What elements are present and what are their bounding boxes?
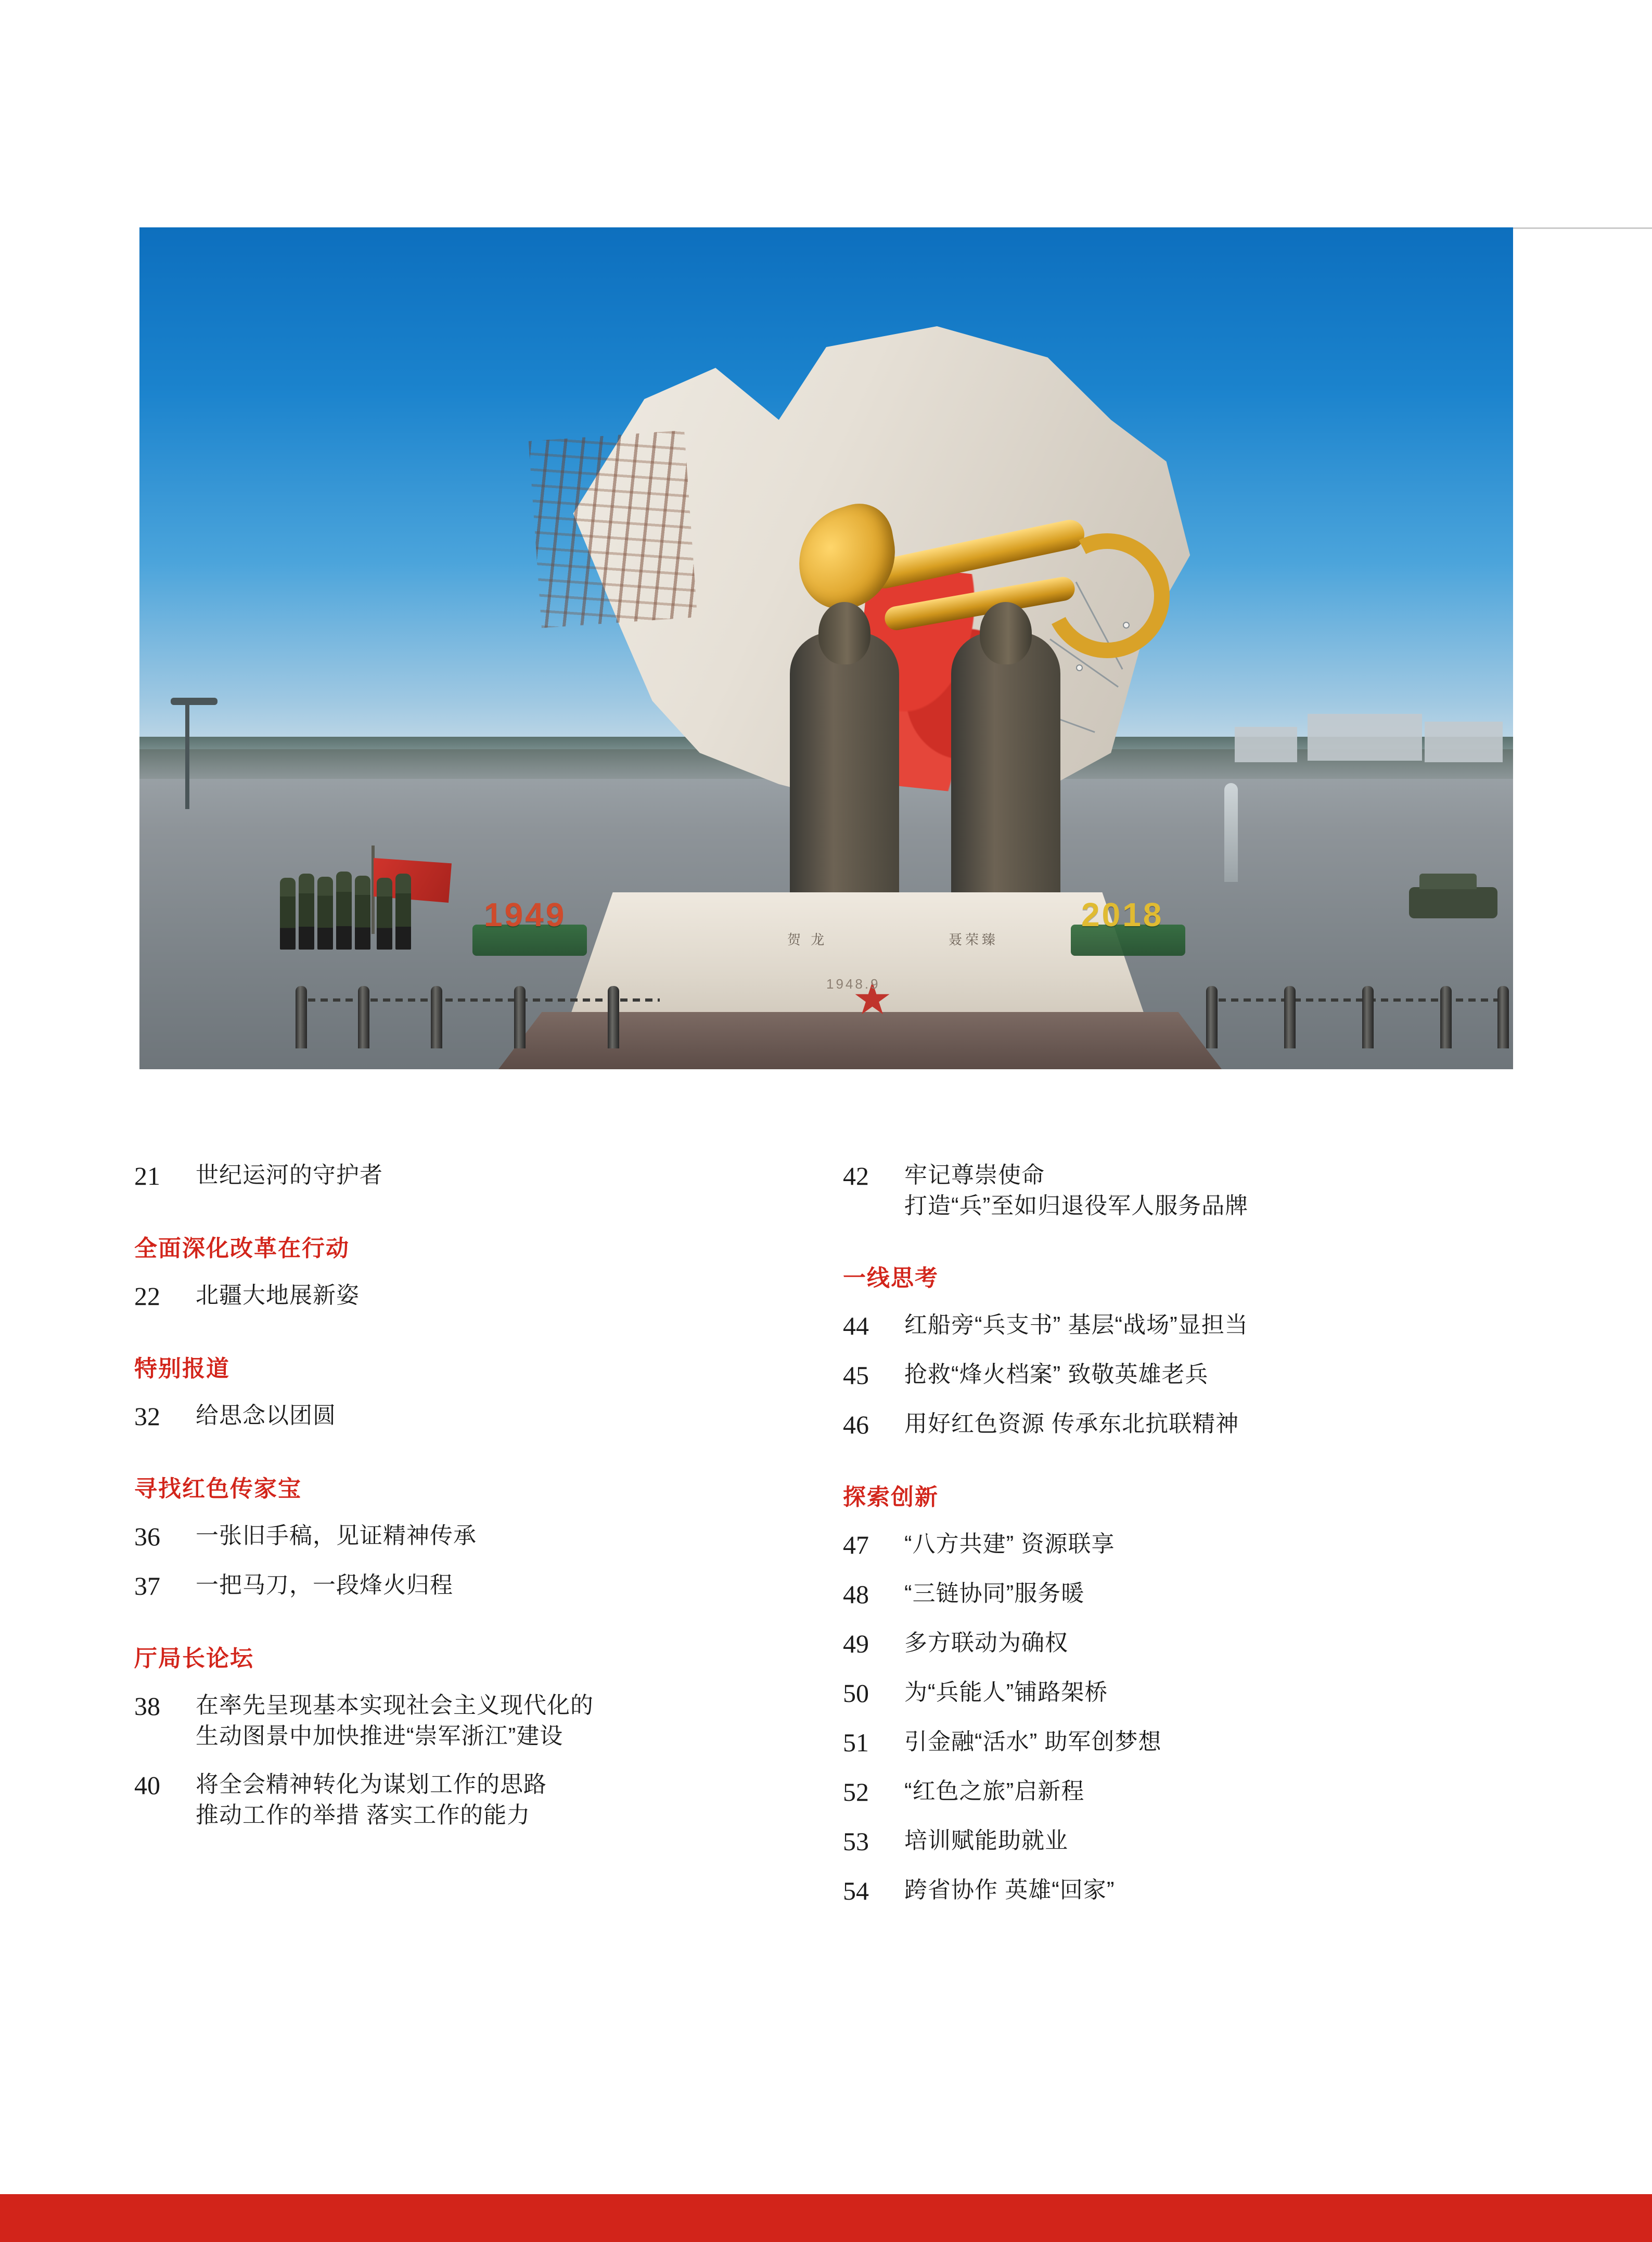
page-number: 52 — [843, 1777, 869, 1807]
fence-post — [1284, 986, 1296, 1048]
entry-title — [904, 1628, 1068, 1659]
page-number: 49 — [843, 1629, 869, 1658]
parked-vehicle — [1409, 887, 1497, 918]
header-rule — [1499, 227, 1652, 229]
section-heading: 全面深化改革在行动 — [134, 1236, 350, 1261]
entry-title-line2: 生动图景中加快推进“崇军浙江”建设 — [196, 1723, 564, 1749]
calligraphy-inscription — [529, 430, 697, 628]
page-number: 38 — [134, 1692, 160, 1721]
entry-title — [196, 1770, 547, 1831]
entry-title-line1: 抢救“烽火档案” 致敬英雄老兵 — [904, 1361, 1209, 1387]
bronze-statue — [790, 632, 899, 913]
bronze-statue — [951, 632, 1060, 913]
statue-name-left: 贺 龙 — [787, 932, 828, 947]
entry-title-line1: 世纪运河的守护者 — [196, 1162, 383, 1188]
entry-title-line1: 给思念以团圆 — [196, 1403, 336, 1428]
entry-title — [196, 1160, 383, 1191]
entry-title — [904, 1529, 1115, 1560]
entry-title-line1: 将全会精神转化为谋划工作的思路 — [196, 1771, 547, 1797]
contents-entry[interactable] — [843, 1529, 1457, 1561]
entry-title — [196, 1570, 453, 1601]
contents-entry[interactable] — [843, 1776, 1457, 1808]
entry-title-line1: “红色之旅”启新程 — [904, 1778, 1085, 1804]
entry-title — [196, 1690, 594, 1752]
section-heading: 探索创新 — [843, 1484, 939, 1510]
entry-title-line1: 红船旁“兵支书” 基层“战场”显担当 — [904, 1312, 1248, 1338]
entry-title-line2: 打造“兵”至如归退役军人服务品牌 — [904, 1193, 1249, 1219]
statue-head — [818, 602, 870, 664]
chain-fence — [296, 998, 660, 1002]
entry-title-line1: 牢记尊崇使命 — [904, 1162, 1045, 1188]
entry-title-line1: 跨省协作 英雄“回家” — [904, 1877, 1115, 1903]
fence-post — [514, 986, 526, 1048]
entry-title-line1: “八方共建” 资源联享 — [904, 1531, 1115, 1557]
contents-entry[interactable] — [134, 1770, 748, 1831]
fence-post — [296, 986, 307, 1048]
page-number: 36 — [134, 1522, 160, 1551]
entry-title — [904, 1310, 1248, 1341]
page-number: 40 — [134, 1770, 160, 1800]
fence-post — [1362, 986, 1374, 1048]
entry-title-line1: 一把马刀，一段烽火归程 — [196, 1572, 453, 1598]
page-number: 21 — [134, 1161, 160, 1190]
page-number: 46 — [843, 1410, 869, 1439]
section-heading: 特别报道 — [134, 1356, 230, 1381]
entry-title — [904, 1826, 1068, 1856]
section-heading: 厅局长论坛 — [134, 1646, 254, 1671]
soldier-group — [280, 861, 426, 950]
contents-entry[interactable] — [134, 1280, 748, 1312]
statue-head — [980, 602, 1032, 664]
fence-post — [1440, 986, 1452, 1048]
entry-title-line1: 引金融“活水” 助军创梦想 — [904, 1728, 1162, 1754]
contents-entry[interactable] — [843, 1360, 1457, 1391]
contents-entry[interactable] — [843, 1826, 1457, 1857]
page-number: 50 — [843, 1678, 869, 1708]
page-number: 42 — [843, 1161, 869, 1190]
year-display-left: 1949 — [484, 896, 567, 933]
contents-column-right — [843, 1160, 1457, 1925]
entry-title — [904, 1360, 1209, 1390]
contents-entry[interactable] — [843, 1310, 1457, 1342]
page-number: 37 — [134, 1571, 160, 1600]
footer-bar — [0, 2194, 1652, 2242]
page-number: 32 — [134, 1402, 160, 1431]
entry-title — [904, 1160, 1248, 1222]
chain-fence — [1206, 998, 1497, 1002]
monument-date: 1948.9 — [826, 976, 880, 992]
fence-post — [1206, 986, 1218, 1048]
entry-title-line1: 用好红色资源 传承东北抗联精神 — [904, 1411, 1239, 1437]
page-number: 48 — [843, 1579, 869, 1609]
page-number: 45 — [843, 1360, 869, 1390]
fence-post — [608, 986, 619, 1048]
entry-title — [904, 1776, 1084, 1807]
page-number: 51 — [843, 1727, 869, 1757]
contents-entry[interactable] — [134, 1160, 748, 1192]
background-building — [1235, 727, 1297, 762]
fence-post — [358, 986, 369, 1048]
contents-entry[interactable] — [843, 1579, 1457, 1610]
contents-entry[interactable] — [134, 1690, 748, 1752]
background-building — [1308, 714, 1422, 761]
contents-entry[interactable] — [843, 1677, 1457, 1709]
page-number: 53 — [843, 1826, 869, 1856]
statue-name-right: 聂荣臻 — [949, 932, 999, 947]
entry-title — [904, 1727, 1162, 1758]
background-building — [1425, 722, 1503, 762]
hero-photo — [139, 227, 1513, 1069]
page-number: 22 — [134, 1282, 160, 1311]
street-lamp-pole — [185, 700, 189, 809]
section-heading: 寻找红色传家宝 — [134, 1476, 302, 1502]
contents-entry[interactable] — [843, 1875, 1457, 1907]
page-number: 54 — [843, 1876, 869, 1905]
entry-title — [904, 1579, 1084, 1609]
contents-entry[interactable] — [843, 1727, 1457, 1759]
entry-title — [904, 1409, 1239, 1440]
entry-title — [196, 1280, 360, 1311]
entry-title-line1: 一张旧手稿，见证精神传承 — [196, 1523, 477, 1548]
year-display-right: 2018 — [1081, 896, 1164, 933]
entry-title — [904, 1677, 1108, 1708]
entry-title-line1: 北疆大地展新姿 — [196, 1283, 360, 1308]
entry-title — [904, 1875, 1115, 1906]
contents-entry[interactable] — [134, 1401, 748, 1432]
section-heading: 一线思考 — [843, 1265, 939, 1291]
fence-post — [431, 986, 442, 1048]
contents-entry[interactable] — [134, 1521, 748, 1553]
entry-title-line1: 在率先呈现基本实现社会主义现代化的 — [196, 1693, 594, 1718]
contents-entry[interactable] — [843, 1409, 1457, 1441]
entry-title — [196, 1521, 477, 1552]
entry-title-line1: 培训赋能助就业 — [904, 1827, 1068, 1853]
contents-column-left — [134, 1160, 748, 1849]
entry-title-line1: “三链协同”服务暖 — [904, 1580, 1085, 1606]
page-number: 47 — [843, 1530, 869, 1559]
entry-title-line1: 为“兵能人”铺路架桥 — [904, 1679, 1108, 1705]
contents-entry[interactable] — [843, 1160, 1457, 1222]
entry-title-line1: 多方联动为确权 — [904, 1630, 1068, 1656]
contents-entry[interactable] — [843, 1628, 1457, 1660]
entry-title — [196, 1401, 336, 1431]
fence-post — [1497, 986, 1509, 1048]
contents-entry[interactable] — [134, 1570, 748, 1602]
street-lamp-head — [171, 698, 217, 705]
page-number: 44 — [843, 1311, 869, 1340]
entry-title-line2: 推动工作的举措 落实工作的能力 — [196, 1802, 531, 1828]
